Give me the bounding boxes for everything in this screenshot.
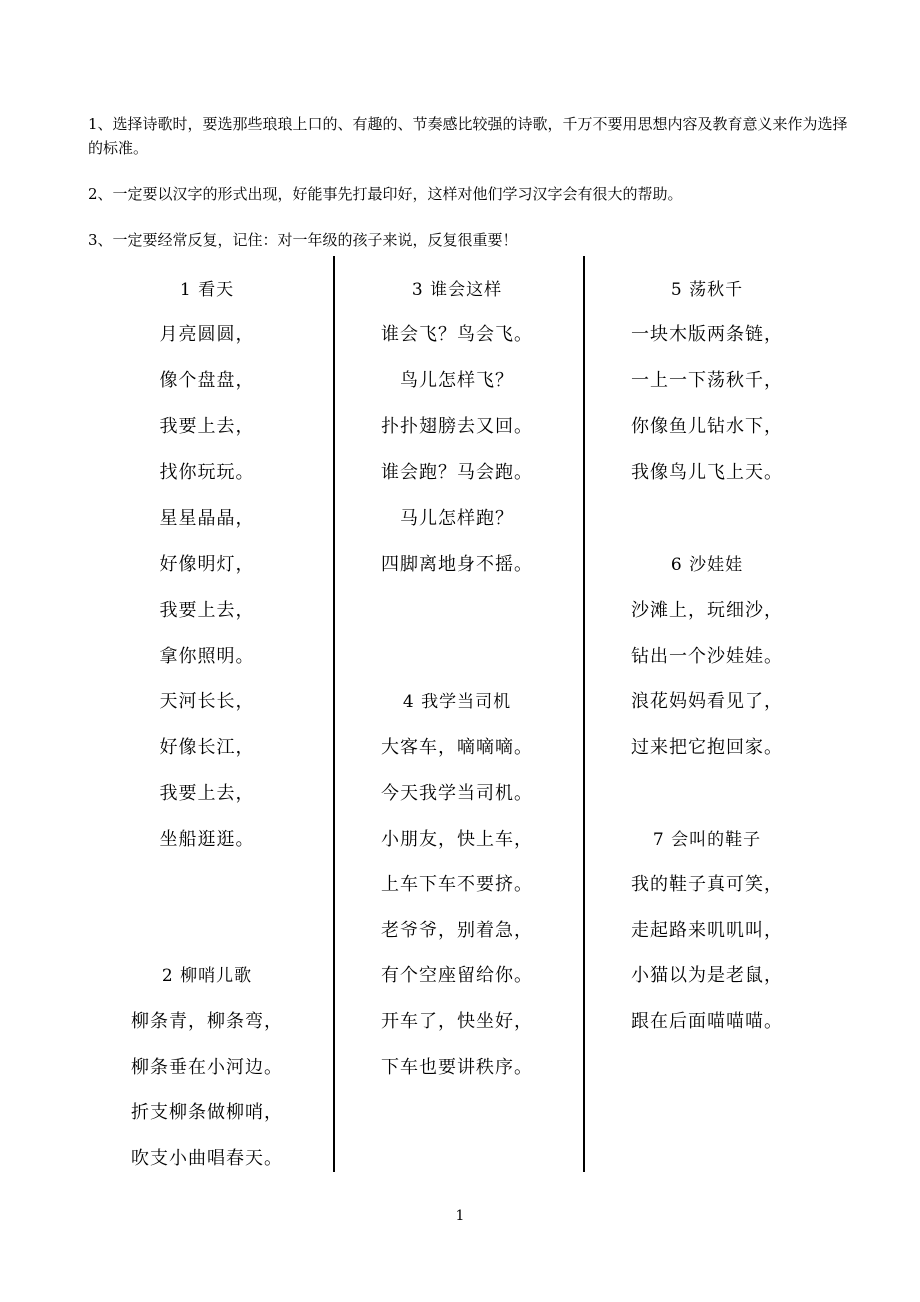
column-divider-right (583, 256, 585, 1172)
poem-line: 沙滩上，玩细沙， (631, 600, 783, 621)
poem-line: 像个盘盘， (159, 370, 255, 391)
poem-line: 我要上去， (159, 416, 255, 437)
page-number: 1 (455, 1208, 465, 1224)
poem-line: 我要上去， (159, 600, 255, 621)
poem-line: 吹支小曲唱春天。 (131, 1148, 283, 1169)
poem-line: 今天我学当司机。 (381, 783, 533, 804)
poem-line: 一块木版两条链， (631, 324, 783, 345)
poem-line: 好像长江， (159, 737, 255, 758)
poem-line: 跟在后面喵喵喵。 (631, 1011, 783, 1032)
poem-line: 拿你照明。 (159, 646, 255, 667)
poem-line: 我像鸟儿飞上天。 (631, 462, 783, 483)
poem-line: 我的鞋子真可笑， (631, 874, 783, 895)
poem-line: 走起路来叽叽叫， (631, 920, 783, 941)
poem-title: 5 荡秋千 (670, 280, 744, 300)
poem-title: 2 柳哨儿歌 (161, 966, 253, 986)
poem-line: 柳条垂在小河边。 (131, 1057, 283, 1078)
instruction-2: 2、一定要以汉字的形式出现，好能事先打最印好，这样对他们学习汉字会有很大的帮助。 (88, 185, 683, 203)
instruction-3: 3、一定要经常反复，记住：对一年级的孩子来说，反复很重要！ (88, 231, 518, 249)
poem-line: 天河长长， (159, 691, 255, 712)
poem-title: 3 谁会这样 (411, 280, 503, 300)
poem-title: 6 沙娃娃 (670, 555, 744, 575)
poem-line: 谁会飞？鸟会飞。 (381, 324, 533, 345)
poem-line: 星星晶晶， (159, 508, 255, 529)
column-divider-left (333, 256, 335, 1172)
poem-line: 谁会跑？马会跑。 (381, 462, 533, 483)
poem-line: 马儿怎样跑？ (400, 508, 514, 529)
poem-line: 月亮圆圆， (159, 324, 255, 345)
poem-line: 大客车，嘀嘀嘀。 (381, 737, 533, 758)
instruction-1: 1、选择诗歌时，要选那些琅琅上口的、有趣的、节奏感比较强的诗歌，千万不要用思想内容及教育意义来作为选择的标准。 (88, 115, 848, 157)
poem-line: 你像鱼儿钻水下， (631, 416, 783, 437)
poem-line: 四脚离地身不摇。 (381, 554, 533, 575)
poem-line: 坐船逛逛。 (159, 829, 255, 850)
poem-line: 一上一下荡秋千， (631, 370, 783, 391)
poem-line: 小朋友，快上车， (381, 829, 533, 850)
poem-line: 折支柳条做柳哨， (131, 1102, 283, 1123)
poem-line: 上车下车不要挤。 (381, 874, 533, 895)
poem-title: 4 我学当司机 (402, 692, 512, 712)
poem-line: 老爷爷，别着急， (381, 920, 533, 941)
poem-line: 小猫以为是老鼠， (631, 965, 783, 986)
poem-title: 7 会叫的鞋子 (652, 830, 762, 850)
poem-line: 过来把它抱回家。 (631, 737, 783, 758)
poem-line: 浪花妈妈看见了， (631, 691, 783, 712)
poem-line: 我要上去， (159, 783, 255, 804)
poem-line: 有个空座留给你。 (381, 965, 533, 986)
poem-line: 钻出一个沙娃娃。 (631, 646, 783, 667)
poem-line: 柳条青，柳条弯， (131, 1011, 283, 1032)
poem-line: 好像明灯， (159, 554, 255, 575)
poem-line: 鸟儿怎样飞？ (400, 370, 514, 391)
poem-title: 1 看天 (179, 280, 235, 300)
instructions (88, 112, 848, 274)
poem-line: 找你玩玩。 (159, 462, 255, 483)
poem-line: 下车也要讲秩序。 (381, 1057, 533, 1078)
poem-line: 开车了，快坐好， (381, 1011, 533, 1032)
poem-line: 扑扑翅膀去又回。 (381, 416, 533, 437)
